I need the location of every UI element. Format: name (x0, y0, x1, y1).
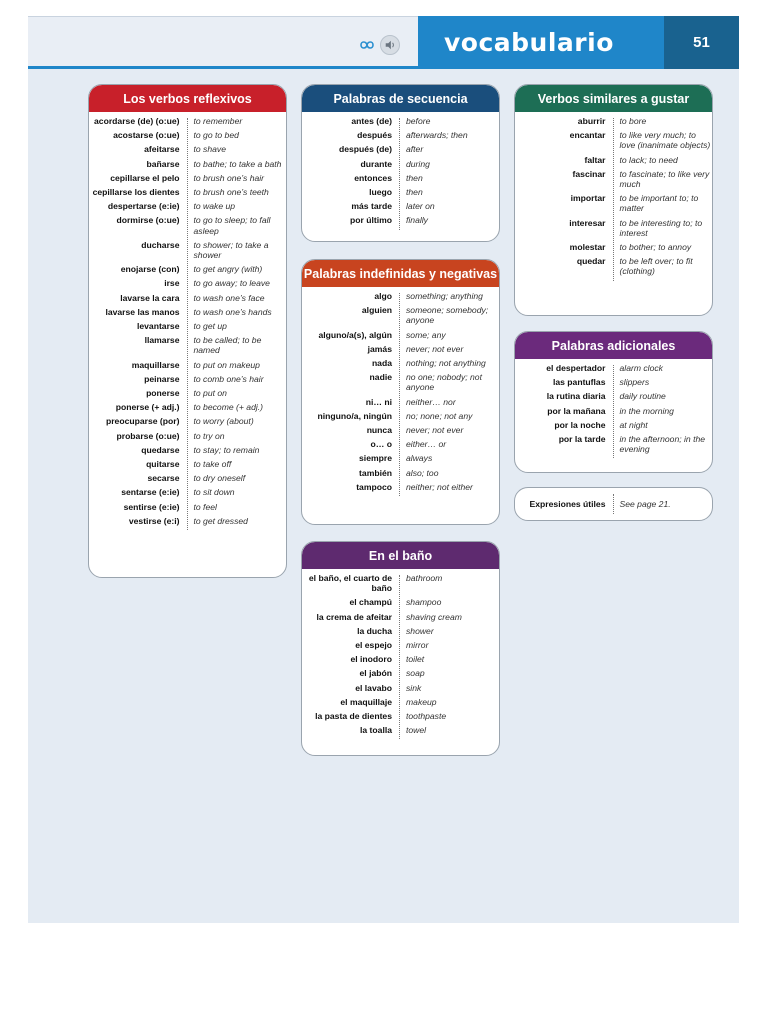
spanish-term: nada (371, 358, 392, 369)
spanish-term: lavarse la cara (120, 292, 180, 303)
english-gloss: to try on (193, 430, 225, 441)
spanish-term: el maquillaje (340, 696, 392, 707)
english-gloss: before (406, 116, 431, 126)
vocab-row (302, 453, 499, 463)
spanish-term: acostarse (o:ue) (113, 130, 180, 141)
english-gloss: no one; nobody; not anyone (406, 372, 482, 393)
box-indefinite-negative-words (301, 259, 500, 525)
spanish-term: sentirse (e:ie) (123, 501, 180, 512)
vocab-row (302, 159, 499, 169)
english-gloss: later on (406, 201, 435, 212)
spanish-term: alguien (361, 305, 392, 316)
vocab-row (89, 159, 286, 169)
vocab-row (302, 116, 499, 126)
english-gloss: to comb one’s hair (193, 373, 264, 384)
vocab-row (302, 130, 499, 140)
spanish-term: faltar (584, 154, 606, 165)
page-number: 51 (664, 16, 739, 69)
box-title: Palabras de secuencia (302, 85, 499, 112)
english-gloss: in the afternoon; in the evening (619, 434, 706, 455)
vocab-list (515, 112, 712, 287)
vocab-row (515, 406, 712, 416)
vocab-row (515, 130, 712, 150)
spanish-term: ponerse (146, 388, 180, 399)
english-gloss: to be important to; to matter (619, 193, 699, 214)
spanish-term: la pasta de dientes (315, 711, 392, 722)
english-gloss: to shower; to take a shower (193, 239, 269, 261)
vocab-list (89, 112, 286, 536)
english-gloss: to go away; to leave (193, 278, 270, 289)
vocab-row (515, 434, 712, 454)
vocab-row (302, 201, 499, 211)
english-gloss: nothing; not anything (406, 358, 486, 369)
spanish-term: enojarse (con) (120, 264, 180, 275)
vocab-row (89, 360, 286, 370)
english-gloss: alarm clock (619, 363, 663, 373)
vocab-row (89, 240, 286, 260)
vocab-list (302, 287, 499, 502)
vocab-row (89, 321, 286, 331)
vocab-row (89, 144, 286, 154)
vocab-row (302, 654, 499, 664)
english-gloss: to be left over; to fit (clothing) (619, 256, 693, 277)
english-gloss: to like very much; to love (inanimate objects) (619, 130, 711, 151)
spanish-term: alguno/a(s), algún (318, 329, 392, 340)
english-gloss: to go to sleep; to fall asleep (193, 215, 271, 236)
vocab-row (89, 201, 286, 211)
spanish-term: llamarse (144, 335, 180, 346)
spanish-term: la toalla (360, 725, 392, 736)
english-gloss: then (406, 172, 423, 183)
spanish-term: acordarse (de) (o:ue) (94, 116, 180, 126)
english-gloss: to bore (619, 116, 647, 126)
vocab-row (302, 573, 499, 593)
vocab-row (89, 473, 286, 483)
spanish-term: afeitarse (144, 144, 180, 155)
spanish-term: luego (369, 187, 392, 198)
vocab-row (515, 242, 712, 252)
spanish-term: secarse (147, 473, 180, 484)
vocab-row (515, 116, 712, 126)
english-gloss: to lack; to need (619, 154, 678, 165)
english-gloss: to become (+ adj.) (193, 402, 264, 413)
english-gloss: shampoo (406, 597, 442, 608)
chapter-title: vocabulario (444, 28, 614, 57)
vocab-row (515, 420, 712, 430)
vocab-row (515, 363, 712, 373)
spanish-term: ponerse (+ adj.) (115, 402, 180, 413)
vocab-row (302, 397, 499, 407)
spanish-term: jamás (367, 343, 392, 354)
vocab-row (515, 193, 712, 213)
spanish-term: irse (164, 278, 180, 289)
spanish-term: sentarse (e:ie) (121, 487, 180, 498)
vocab-row (515, 391, 712, 401)
vocab-row (302, 187, 499, 197)
english-gloss: to brush one’s teeth (193, 187, 269, 198)
english-gloss: finally (406, 215, 428, 226)
vocab-row (302, 144, 499, 154)
spanish-term: nadie (369, 372, 392, 383)
vocab-list (515, 359, 712, 464)
box-title: Los verbos reflexivos (89, 85, 286, 112)
spanish-term: lavarse las manos (105, 306, 180, 317)
spanish-term: después (357, 130, 392, 141)
spanish-term: Expresiones útiles (529, 498, 606, 509)
vocab-row (302, 425, 499, 435)
english-gloss: during (406, 158, 430, 169)
spanish-term: peinarse (144, 373, 180, 384)
english-gloss: bathroom (406, 573, 443, 583)
english-gloss: always (406, 453, 433, 464)
english-gloss: sink (406, 682, 422, 693)
spanish-term: o… o (370, 439, 392, 450)
english-gloss: afterwards; then (406, 130, 468, 141)
english-gloss: to take off (193, 459, 232, 470)
spanish-term: quedarse (141, 444, 180, 455)
speaker-icon[interactable] (380, 35, 400, 55)
spanish-term: el champú (349, 597, 392, 608)
english-gloss: soap (406, 668, 425, 679)
english-gloss: either… or (406, 439, 447, 450)
english-gloss: to be interesting to; to interest (619, 217, 703, 238)
spanish-term: la rutina diaria (546, 391, 606, 402)
box-verbs-like-gustar (514, 84, 713, 316)
spanish-term: por la mañana (547, 405, 606, 416)
spanish-term: cepillarse el pelo (110, 172, 180, 183)
english-gloss: toothpaste (406, 711, 447, 722)
spanish-term: fascinar (572, 168, 606, 179)
vocab-row (89, 215, 286, 235)
english-gloss: toilet (406, 654, 425, 665)
english-gloss: to dry oneself (193, 473, 246, 484)
english-gloss: to get up (193, 321, 227, 332)
spanish-term: nunca (366, 425, 392, 436)
english-gloss: also; too (406, 467, 439, 478)
english-gloss: neither… nor (406, 396, 456, 407)
spanish-term: dormirse (o:ue) (116, 215, 180, 226)
vocab-row (89, 431, 286, 441)
spanish-term: probarse (o:ue) (116, 430, 180, 441)
vocab-row (302, 626, 499, 636)
vocab-row (302, 612, 499, 622)
vocab-row (302, 683, 499, 693)
spanish-term: siempre (359, 453, 392, 464)
box-title: En el baño (302, 542, 499, 569)
english-gloss: to put on (193, 388, 227, 399)
english-gloss: slippers (619, 377, 650, 388)
english-gloss: to sit down (193, 487, 235, 498)
english-gloss: after (406, 144, 424, 155)
english-gloss: to wash one’s hands (193, 306, 272, 317)
english-gloss: to bathe; to take a bath (193, 158, 282, 169)
vocab-row (302, 711, 499, 721)
english-gloss: to remember (193, 116, 243, 126)
english-gloss: to wash one’s face (193, 292, 265, 303)
spanish-term: ni… ni (365, 396, 392, 407)
spanish-term: quitarse (146, 459, 180, 470)
vocab-row (302, 668, 499, 678)
vocab-row (302, 697, 499, 707)
spanish-term: también (359, 467, 392, 478)
loop-icon[interactable] (358, 38, 376, 52)
spanish-term: tampoco (356, 481, 392, 492)
spanish-term: el lavabo (355, 682, 392, 693)
vocab-row (89, 293, 286, 303)
spanish-term: entonces (354, 172, 392, 183)
vocab-row (302, 344, 499, 354)
english-gloss: daily routine (619, 391, 666, 402)
box-title: Palabras adicionales (515, 332, 712, 359)
vocab-row (302, 291, 499, 301)
box-reflexive-verbs (88, 84, 287, 578)
vocab-row (89, 516, 286, 526)
vocab-row (89, 459, 286, 469)
divider (613, 494, 614, 514)
spanish-term: ninguno/a, ningún (317, 410, 392, 421)
vocab-row (89, 374, 286, 384)
spanish-term: el despertador (546, 363, 606, 373)
spanish-term: encantar (569, 130, 606, 141)
spanish-term: el jabón (359, 668, 392, 679)
chapter-title-box (418, 16, 664, 69)
english-gloss: to get dressed (193, 515, 248, 526)
spanish-term: el baño, el cuarto de baño (308, 573, 392, 594)
vocab-row (515, 218, 712, 238)
spanish-term: más tarde (351, 201, 392, 212)
english-gloss: makeup (406, 696, 437, 707)
english-gloss: some; any (406, 329, 446, 340)
vocab-row (89, 445, 286, 455)
english-gloss: to be called; to be named (193, 335, 262, 356)
vocab-row (302, 482, 499, 492)
vocab-row (302, 411, 499, 421)
spanish-term: por la tarde (558, 434, 606, 445)
vocab-row (302, 358, 499, 368)
english-gloss: never; not ever (406, 343, 464, 354)
spanish-term: ducharse (141, 239, 180, 250)
english-gloss: to feel (193, 501, 217, 512)
vocab-row (302, 305, 499, 325)
english-gloss: at night (619, 419, 648, 430)
vocab-row (302, 725, 499, 735)
english-gloss: someone; somebody; anyone (406, 305, 489, 326)
vocab-row (89, 116, 286, 126)
spanish-term: la crema de afeitar (316, 611, 392, 622)
spanish-term: levantarse (136, 321, 180, 332)
english-gloss: to bother; to annoy (619, 242, 692, 253)
english-gloss: to wake up (193, 201, 236, 212)
english-gloss: no; none; not any (406, 410, 473, 421)
english-gloss: shower (406, 625, 434, 636)
vocab-row (302, 215, 499, 225)
vocab-row (515, 155, 712, 165)
spanish-term: después (de) (338, 144, 392, 155)
vocab-row (302, 173, 499, 183)
spanish-term: despertarse (e:ie) (107, 201, 180, 212)
vocab-row (89, 416, 286, 426)
english-gloss: to stay; to remain (193, 444, 260, 455)
vocab-row (89, 187, 286, 197)
vocab-row (89, 173, 286, 183)
english-gloss: never; not ever (406, 425, 464, 436)
vocab-row (89, 487, 286, 497)
english-gloss: mirror (406, 640, 429, 651)
english-gloss: to brush one’s hair (193, 172, 265, 183)
spanish-term: vestirse (e:i) (128, 515, 180, 526)
english-gloss: to put on makeup (193, 359, 260, 370)
spanish-term: preocuparse (por) (105, 416, 180, 427)
english-gloss: then (406, 187, 423, 198)
vocab-row (89, 388, 286, 398)
spanish-term: molestar (569, 242, 606, 253)
vocab-row (302, 640, 499, 650)
english-gloss: to get angry (with) (193, 264, 263, 275)
vocab-row (89, 402, 286, 412)
spanish-term: cepillarse los dientes (92, 187, 180, 198)
spanish-term: maquillarse (131, 359, 180, 370)
box-bathroom (301, 541, 500, 756)
vocab-row (302, 597, 499, 607)
vocab-row (89, 307, 286, 317)
vocab-row (89, 130, 286, 140)
spanish-term: quedar (576, 256, 606, 267)
spanish-term: durante (360, 158, 392, 169)
vocab-row (515, 169, 712, 189)
spanish-term: interesar (569, 217, 606, 228)
spanish-term: por último (349, 215, 392, 226)
english-gloss: to shave (193, 144, 226, 155)
english-gloss: shaving cream (406, 611, 462, 622)
english-gloss: to go to bed (193, 130, 239, 141)
vocab-row (89, 335, 286, 355)
vocab-row (89, 264, 286, 274)
spanish-term: las pantuflas (552, 377, 606, 388)
english-gloss: in the morning (619, 405, 674, 416)
box-sequence-words (301, 84, 500, 242)
vocab-row (89, 278, 286, 288)
box-useful-expressions (514, 487, 713, 521)
spanish-term: el inodoro (350, 654, 392, 665)
english-gloss: neither; not either (406, 481, 473, 492)
vocab-row (302, 372, 499, 392)
box-additional-words (514, 331, 713, 473)
english-gloss: something; anything (406, 291, 483, 301)
vocab-row (302, 330, 499, 340)
vocab-list (302, 112, 499, 236)
spanish-term: la ducha (357, 625, 392, 636)
vocab-row (89, 502, 286, 512)
vocab-row (515, 256, 712, 276)
vocab-row (302, 439, 499, 449)
audio-controls (358, 35, 400, 55)
spanish-term: el espejo (355, 640, 392, 651)
box-title: Verbos similares a gustar (515, 85, 712, 112)
spanish-term: bañarse (146, 158, 180, 169)
vocab-row (302, 468, 499, 478)
spanish-term: importar (570, 193, 606, 204)
spanish-term: por la noche (554, 419, 606, 430)
spanish-term: algo (374, 291, 392, 301)
spanish-term: antes (de) (351, 116, 392, 126)
english-gloss: See page 21. (619, 498, 671, 509)
vocab-row (515, 377, 712, 387)
english-gloss: to fascinate; to like very much (619, 168, 710, 190)
vocab-list (302, 569, 499, 745)
box-title: Palabras indefinidas y negativas (302, 260, 499, 287)
english-gloss: to worry (about) (193, 416, 254, 427)
english-gloss: towel (406, 725, 427, 736)
spanish-term: aburrir (577, 116, 606, 126)
